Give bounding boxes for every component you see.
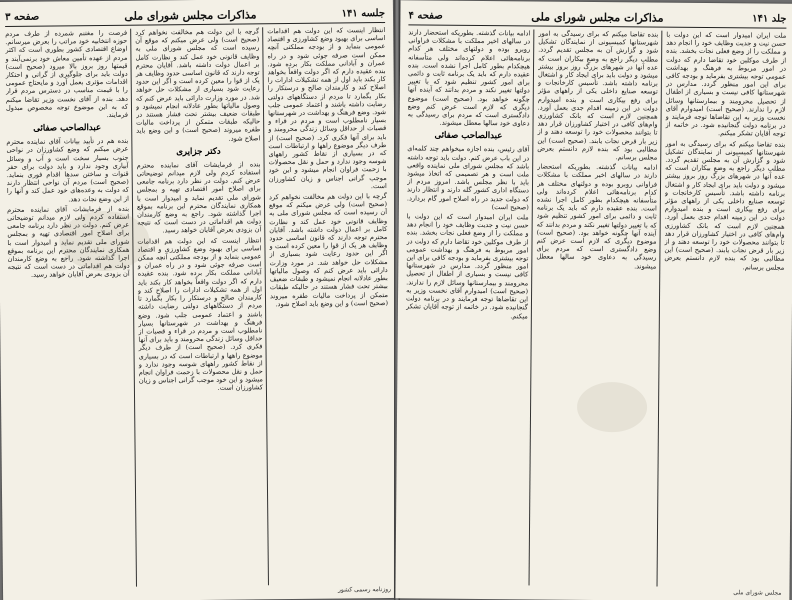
left-col3-speaker: عبدالصاحب صفائی xyxy=(33,123,102,134)
left-page-footer xyxy=(11,586,391,600)
left-col3-text-3: بنده از فرمایشات آقای نماینده محترم استفاده کردم ولی لازم میدانم توضیحاتی عرض کنم. دولت در نظر دارد برنامه جامعی برای اصلاح امور اقتصادی تهیه و بمجلس شورای ملی تقدیم نماید و امیدوار است با همکاری نمایندگان محترم این برنامه بموقع اجرا گذاشته شود. راجع به وضع کارمندان دولت هم اقداماتی در دست است که نتیجه آن بزودی بعرض آقایان خواهد رسید. xyxy=(7,204,130,280)
right-col1-text: ملت ایران امیدوار است که این دولت با حسن نیت و جدیت وظایف خود را انجام دهد و مملکت را از وضع فعلی نجات بخشد. بنده از طرف موکلین خود تقاضا دارم که دولت در امور مربوط به فرهنگ و بهداشت عمومی توجه بیشتری بفرماید و بودجه کافی برای این امور منظور گردد. مدارس در شهرستانها کافی نیست و بسیاری از اطفال از تحصیل محرومند و بیمارستانها وسائل لازم را ندارند. (صحیح است) امیدوارم آقای نخست وزیر به این تقاضاها توجه فرمایند و در برنامه دولت گنجانیده شود. در خاتمه از توجه آقایان تشکر میکنم. xyxy=(665,30,787,139)
right-header-page-number: صفحه ۴ xyxy=(408,9,443,22)
left-col2-text-3: انتظار اینست که این دولت هم اقدامات اساسی برای بهبود وضع کشاورزی و اقتصاد عمومی بنماید و از بودجه مملکتی آنچه ممکن است صرفه جوئی شود و در راه عمران و آبادانی مملکت بکار برده شود. بنده عقیده دارم که اگر دولت واقعاً بخواهد کار بکند باید اول از همه تشکیلات ادارات را اصلاح کند و کارمندان صالح و درستکار را بکار بگمارد تا مردم از دستگاههای دولتی رضایت داشته باشند و اعتماد عمومی جلب شود. وضع فرهنگ و بهداشت در شهرستانها بسیار نامطلوب است و مردم در قراء و قصبات از حداقل وسائل زندگی محرومند و باید برای آنها فکری کرد. (صحیح است) از طرف دیگر موضوع راهها و ارتباطات است که در بسیاری از نقاط کشور راههای شوسه وجود ندارد و حمل و نقل محصولات با زحمت فراوان انجام میشود و این خود موجب گرانی اجناس و زیان کشاورزان است. xyxy=(137,236,263,393)
right-header-volume: جلد ۱۴۱ xyxy=(752,12,787,25)
right-col3-text-2: آقای رئیس، بنده اجازه میخواهم چند کلمه‌ای در این باب عرض کنم. دولت باید توجه داشته باشد که مجلس شورای ملی نماینده واقعی ملت است و هر تصمیمی که اتخاذ میشود باید با نظر مجلس باشد. امروز مردم از دستگاه اداری کشور گله دارند و انتظار دارند که دولت جدید در راه اصلاح امور گام بردارد. (صحیح است) xyxy=(406,144,530,212)
left-col1-text: انتظار اینست که این دولت هم اقدامات اساسی برای بهبود وضع کشاورزی و اقتصاد عمومی بنماید و از بودجه مملکتی آنچه ممکن است صرفه جوئی شود و در راه عمران و آبادانی مملکت بکار برده شود. بنده عقیده دارم که اگر دولت واقعاً بخواهد کار بکند باید اول از همه تشکیلات ادارات را اصلاح کند و کارمندان صالح و درستکار را بکار بگمارد تا مردم از دستگاههای دولتی رضایت داشته باشند و اعتماد عمومی جلب شود. وضع فرهنگ و بهداشت در شهرستانها بسیار نامطلوب است و مردم در قراء و قصبات از حداقل وسائل زندگی محرومند و باید برای آنها فکری کرد. (صحیح است) از طرف دیگر موضوع راهها و ارتباطات است که در بسیاری از نقاط کشور راههای شوسه وجود ندارد و حمل و نقل محصولات با زحمت فراوان انجام میشود و این خود موجب گرانی اجناس و زیان کشاورزان است. xyxy=(267,26,387,191)
right-col3-text-3: ملت ایران امیدوار است که این دولت با حسن نیت و جدیت وظایف خود را انجام دهد و مملکت را از وضع فعلی نجات بخشد. بنده از طرف موکلین خود تقاضا دارم که دولت در امور مربوط به فرهنگ و بهداشت عمومی توجه بیشتری بفرماید و بودجه کافی برای این امور منظور گردد. مدارس در شهرستانها کافی نیست و بسیاری از اطفال از تحصیل محرومند و بیمارستانها وسائل لازم را ندارند. (صحیح است) امیدوارم آقای نخست وزیر به این تقاضاها توجه فرمایند و در برنامه دولت گنجانیده شود. در خاتمه از توجه آقایان تشکر میکنم. xyxy=(405,212,529,320)
left-col2-text: گرچه با این دولت هم مخالفت نخواهم کرد (صحیح است) ولی عرض میکنم که موقع آن رسیده است که مجلس شورای ملی به وظایف قانونی خود عمل کند و نظارت کامل بر اعمال دولت داشته باشد. آقایان محترم توجه دارند که قانون اساسی حدود وظایف هر یک از قوا را معین کرده است و اگر این حدود رعایت شود بسیاری از مشکلات حل خواهد شد. در مورد وزارت دارائی باید عرض کنم که وصول مالیاتها بطور عادلانه انجام نمیشود و طبقات ضعیف بیشتر تحت فشار هستند در حالیکه طبقات متمکن از پرداخت مالیات طفره میروند (صحیح است) و این وضع باید اصلاح شود. xyxy=(135,27,261,143)
left-header-session: جلسه ۱۴۱ xyxy=(341,7,386,19)
right-page-header xyxy=(408,6,786,28)
right-col2-text-2: ادامه بیانات گذشته. بطوریکه استحضار دارند در سالهای اخیر مملکت با مشکلات فراوانی روبرو بوده و دولتهای مختلف هر کدام برنامه‌هائی اعلام کرده‌اند ولی متأسفانه هیچکدام بطور کامل اجرا نشده است. بنده عقیده دارم که باید یک برنامه ثابت و دائمی برای امور کشور تنظیم شود که با تغییر دولتها تغییر نکند و مردم بدانند که آینده آنها چگونه خواهد بود. (صحیح است) موضوع دیگری که لازم است عرض کنم وضع دادگستری است که مردم برای رسیدگی به دعاوی خود سالها معطل میشوند. xyxy=(536,162,658,271)
left-column-1 xyxy=(267,26,391,585)
right-column-3 xyxy=(404,28,531,585)
right-column-2 xyxy=(534,29,659,586)
paper-stain xyxy=(577,382,647,433)
right-page-footer xyxy=(403,586,781,599)
right-header-title: مذاکرات مجلس شورای ملی xyxy=(531,9,664,25)
paper-stain xyxy=(59,211,150,272)
left-col2-text-2: بنده از فرمایشات آقای نماینده محترم استفاده کردم ولی لازم میدانم توضیحاتی عرض کنم. دولت در نظر دارد برنامه جامعی برای اصلاح امور اقتصادی تهیه و بمجلس شورای ملی تقدیم نماید و امیدوار است با همکاری نمایندگان محترم این برنامه بموقع اجرا گذاشته شود. راجع به وضع کارمندان دولت هم اقداماتی در دست است که نتیجه آن بزودی بعرض آقایان خواهد رسید. xyxy=(136,160,262,235)
left-page-header xyxy=(5,4,385,27)
right-page xyxy=(395,0,792,600)
left-column-2 xyxy=(135,27,265,586)
right-col3-text: ادامه بیانات گذشته. بطوریکه استحضار دارند در سالهای اخیر مملکت با مشکلات فراوانی روبرو بوده و دولتهای مختلف هر کدام برنامه‌هائی اعلام کرده‌اند ولی متأسفانه هیچکدام بطور کامل اجرا نشده است. بنده عقیده دارم که باید یک برنامه ثابت و دائمی برای امور کشور تنظیم شود که با تغییر دولتها تغییر نکند و مردم بدانند که آینده آنها چگونه خواهد بود. (صحیح است) موضوع دیگری که لازم است عرض کنم وضع دادگستری است که مردم برای رسیدگی به دعاوی خود سالها معطل میشوند. xyxy=(407,28,531,128)
right-col3-speaker: عبدالصاحب صفائی xyxy=(434,131,503,142)
left-col3-text-2: بنده هم در تأیید بیانات آقای نماینده محترم عرض میکنم که وضع کشاورزان در نواحی جنوب بسیار سخت است و آب و وسائل آبیاری وجود ندارد و باید دولت برای حفر قنوات و ساختن سدها اقدام فوری بنماید. (صحیح است) مردم آن نواحی انتظار دارند که دولت به وعده‌های خود عمل کند و آنها را از این وضع نجات دهد. xyxy=(6,136,129,204)
right-col1-text-2: بنده تقاضا میکنم که برای رسیدگی به امور شهرستانها کمیسیونی از نمایندگان تشکیل شود و گزارش آن به مجلس تقدیم گردد. مطلب دیگر راجع به وضع بیکاران است که عده آنها در شهرهای بزرگ روز بروز بیشتر میشود و دولت باید برای ایجاد کار و اشتغال برنامه داشته باشد. تأسیس کارخانجات و توسعه صنایع داخلی یکی از راههای مؤثر برای رفع بیکاری است و بنده امیدوارم دولت در این زمینه اقدام جدی بعمل آورد. همچنین لازم است که بانک کشاورزی وام‌های کافی در اختیار کشاورزان قرار دهد تا بتوانند محصولات خود را توسعه دهند و از زیر بار قرض نجات یابند. (صحیح است) این مطالبی بود که بنده لازم دانستم بعرض مجلس برسانم. xyxy=(664,139,786,272)
left-column-3 xyxy=(5,29,133,588)
right-footer-text: مجلس شورای ملی xyxy=(733,589,782,597)
left-col2-speaker: دکتر جزایری xyxy=(176,146,221,158)
left-col3-text: فرصت را مغتنم شمرده از طرف مردم حوزه انتخابیه خود مراتب را بعرض میرسانم. اوضاع اقتصادی کشور بطوری است که اکثر مردم از عهده تأمین معاش خود برنمی‌آیند و قیمتها روز بروز بالا میرود (صحیح است) دولت باید برای جلوگیری از گرانی و احتکار اقدامات مؤثری بعمل آورد و مایحتاج عمومی را با قیمت مناسب در دسترس مردم قرار دهد. بنده از آقای نخست وزیر تقاضا میکنم که به این موضوع توجه مخصوص مبذول فرمایند. xyxy=(5,28,129,119)
right-column-1 xyxy=(662,31,787,588)
left-header-title: مذاکرات مجلس شورای ملی xyxy=(124,7,257,23)
left-header-page-number: صفحه ۳ xyxy=(4,11,40,23)
right-col2-text: بنده تقاضا میکنم که برای رسیدگی به امور شهرستانها کمیسیونی از نمایندگان تشکیل شود و گزارش آن به مجلس تقدیم گردد. مطلب دیگر راجع به وضع بیکاران است که عده آنها در شهرهای بزرگ روز بروز بیشتر میشود و دولت باید برای ایجاد کار و اشتغال برنامه داشته باشد. تأسیس کارخانجات و توسعه صنایع داخلی یکی از راههای مؤثر برای رفع بیکاری است و بنده امیدوارم دولت در این زمینه اقدام جدی بعمل آورد. همچنین لازم است که بانک کشاورزی وام‌های کافی در اختیار کشاورزان قرار دهد تا بتوانند محصولات خود را توسعه دهند و از زیر بار قرض نجات یابند. (صحیح است) این مطالبی بود که بنده لازم دانستم بعرض مجلس برسانم. xyxy=(537,29,659,162)
left-col1-text-repeat: گرچه با این دولت هم مخالفت نخواهم کرد (صحیح است) ولی عرض میکنم که موقع آن رسیده است که مجلس شورای ملی به وظایف قانونی خود عمل کند و نظارت کامل بر اعمال دولت داشته باشد. آقایان محترم توجه دارند که قانون اساسی حدود وظایف هر یک از قوا را معین کرده است و اگر این حدود رعایت شود بسیاری از مشکلات حل خواهد شد. در مورد وزارت دارائی باید عرض کنم که وصول مالیاتها بطور عادلانه انجام نمیشود و طبقات ضعیف بیشتر تحت فشار هستند در حالیکه طبقات متمکن از پرداخت مالیات طفره میروند (صحیح است) و این وضع باید اصلاح شود. xyxy=(268,192,389,308)
left-footer-text: روزنامه رسمی کشور xyxy=(337,585,392,594)
